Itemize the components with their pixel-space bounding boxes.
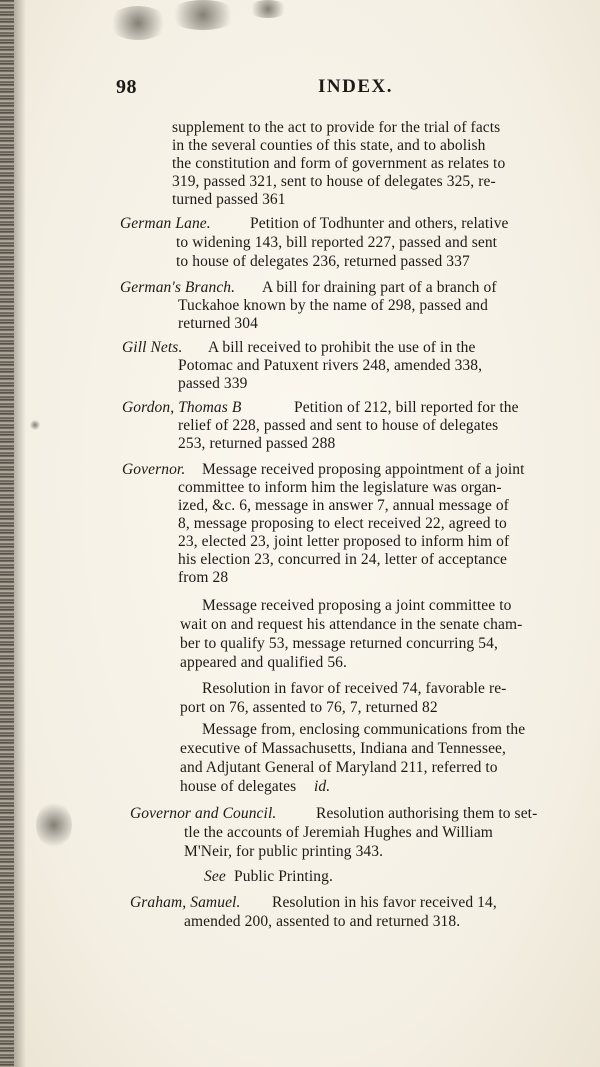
entry-line: amended 200, assented to and returned 318. bbox=[184, 913, 461, 930]
entry-line: ized, &c. 6, message in answer 7, annual message of bbox=[178, 497, 509, 514]
entry-heading: Governor. bbox=[122, 461, 186, 478]
entry-line: A bill for draining part of a branch of bbox=[262, 279, 497, 296]
entry-line: M'Neir, for public printing 343. bbox=[184, 843, 384, 860]
entry-line: A bill received to prohibit the use of in the bbox=[208, 339, 476, 356]
entry-line: id. bbox=[314, 778, 331, 795]
entry-line: port on 76, assented to 76, 7, returned 82 bbox=[180, 699, 438, 716]
entry-line: the constitution and form of government as relates to bbox=[172, 155, 506, 172]
entry-heading: Gordon, Thomas B bbox=[122, 399, 242, 416]
entry-line: Message received proposing a joint committee to bbox=[202, 597, 512, 614]
entry-line: ber to qualify 53, message returned concurring 54, bbox=[180, 635, 498, 652]
see-reference-label: See bbox=[204, 868, 226, 885]
entry-line: Tuckahoe known by the name of 298, passed and bbox=[178, 297, 488, 314]
entry-line: wait on and request his attendance in the senate cham- bbox=[180, 616, 523, 633]
running-head: INDEX. bbox=[318, 76, 393, 97]
entry-line: 23, elected 23, joint letter proposed to inform him of bbox=[178, 533, 510, 550]
entry-line: appeared and qualified 56. bbox=[180, 654, 347, 671]
entry-line: Petition of Todhunter and others, relative bbox=[250, 215, 509, 232]
entry-line: Resolution in his favor received 14, bbox=[272, 894, 497, 911]
page-number: 98 bbox=[116, 76, 137, 98]
entry-line: and Adjutant General of Maryland 211, referred to bbox=[180, 759, 498, 776]
entry-line: Message received proposing appointment of a joint bbox=[202, 461, 525, 478]
entry-line: Resolution authorising them to set- bbox=[316, 805, 538, 822]
entry-line: to widening 143, bill reported 227, passed and sent bbox=[176, 234, 498, 251]
entry-heading: German Lane. bbox=[120, 215, 211, 232]
entry-line: passed 339 bbox=[178, 375, 248, 392]
entry-line: supplement to the act to provide for the trial of facts bbox=[172, 119, 501, 136]
entry-heading: German's Branch. bbox=[120, 279, 236, 296]
entry-line: turned passed 361 bbox=[172, 191, 286, 208]
entry-line: committee to inform him the legislature was organ- bbox=[178, 479, 502, 496]
entry-line: returned 304 bbox=[178, 315, 258, 332]
entry-line: relief of 228, passed and sent to house of delegates bbox=[178, 417, 499, 434]
entry-line: from 28 bbox=[178, 569, 229, 586]
entry-line: 8, message proposing to elect received 22, agreed to bbox=[178, 515, 507, 532]
entry-line: his election 23, concurred in 24, letter of acceptance bbox=[178, 551, 508, 568]
entry-line: tle the accounts of Jeremiah Hughes and William bbox=[184, 824, 493, 841]
entry-line: executive of Massachusetts, Indiana and Tennessee, bbox=[180, 740, 507, 757]
entry-heading: Governor and Council. bbox=[130, 805, 277, 822]
entry-heading: Gill Nets. bbox=[122, 339, 183, 356]
entry-line: to house of delegates 236, returned passed 337 bbox=[176, 253, 470, 270]
entry-line: house of delegates bbox=[180, 778, 297, 795]
entry-line: 253, returned passed 288 bbox=[178, 435, 336, 452]
entry-line: Resolution in favor of received 74, favorable re- bbox=[202, 680, 507, 697]
entry-line: Public Printing. bbox=[234, 868, 333, 885]
entry-line: 319, passed 321, sent to house of delegates 325, re- bbox=[172, 173, 496, 190]
entry-line: Petition of 212, bill reported for the bbox=[294, 399, 519, 416]
entry-line: in the several counties of this state, and to abolish bbox=[172, 137, 486, 154]
entry-line: Potomac and Patuxent rivers 248, amended 338, bbox=[178, 357, 483, 374]
entry-line: Message from, enclosing communications from the bbox=[202, 721, 526, 738]
entry-heading: Graham, Samuel. bbox=[130, 894, 241, 911]
